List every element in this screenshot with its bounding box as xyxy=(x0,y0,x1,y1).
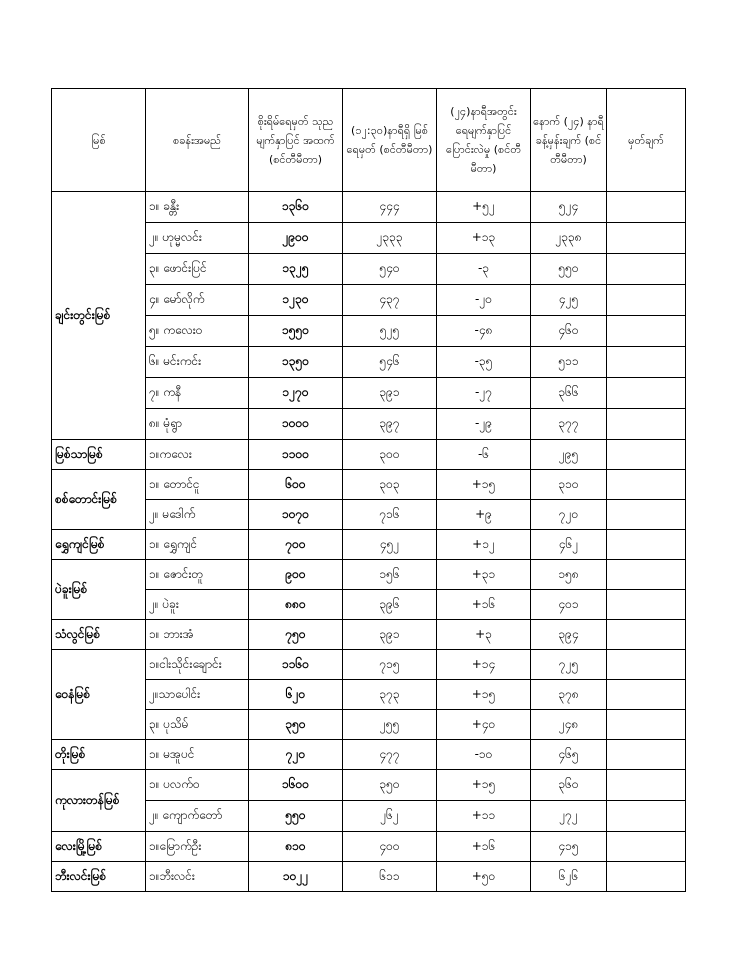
change-cell: +၁၅ xyxy=(437,470,531,500)
station-name-cell: ၁။ကလေး xyxy=(146,440,249,470)
table-row xyxy=(52,316,686,347)
change-cell: +၁၁ xyxy=(437,801,531,832)
remarks-cell xyxy=(607,560,686,590)
change-cell: -၃၅ xyxy=(437,347,531,378)
danger-level-cell: ၆၀၀ xyxy=(249,470,343,500)
table-row xyxy=(52,710,686,740)
change-cell: -၆ xyxy=(437,440,531,470)
remarks-cell xyxy=(607,740,686,770)
forecast-cell: ၅၂၄ xyxy=(531,192,607,223)
current-level-cell: ၄၀၀ xyxy=(343,832,437,862)
station-name-cell: ၁။ဘီးလင်း xyxy=(146,862,249,892)
table-row xyxy=(52,347,686,378)
header-danger-level: စိုးရိမ်ရေမှတ် သုညမျက်နှာပြင် အထက် (စင်တီမီတာ) xyxy=(249,89,343,192)
station-name-cell: ၃။ ပုသိမ် xyxy=(146,710,249,740)
remarks-cell xyxy=(607,680,686,710)
station-name-cell: ၁။ တောင်ငူ xyxy=(146,470,249,500)
danger-level-cell: ၁၁၆၀ xyxy=(249,650,343,680)
danger-level-cell: ၅၅၀ xyxy=(249,801,343,832)
river-name-cell: ဘီးလင်းမြစ် xyxy=(52,862,146,892)
river-name-cell: တိုးမြစ် xyxy=(52,740,146,770)
river-level-table xyxy=(51,88,686,892)
remarks-cell xyxy=(607,285,686,316)
remarks-cell xyxy=(607,500,686,530)
current-level-cell: ၃၉၁ xyxy=(343,378,437,409)
current-level-cell: ၃၉၆ xyxy=(343,590,437,620)
change-cell: -၃ xyxy=(437,254,531,285)
river-name-cell: သံလွင်မြစ် xyxy=(52,620,146,650)
forecast-cell: ၂၄၈ xyxy=(531,710,607,740)
station-name-cell: ၄။ မော်လိုက် xyxy=(146,285,249,316)
river-name-cell: ဝေနံမြစ် xyxy=(52,650,146,740)
danger-level-cell: ၁၂၃၀ xyxy=(249,285,343,316)
station-name-cell: ၃။ ဖောင်းပြင် xyxy=(146,254,249,285)
current-level-cell: ၃၅၀ xyxy=(343,770,437,801)
header-row xyxy=(52,89,686,192)
station-name-cell: ၂။ ပဲခူး xyxy=(146,590,249,620)
table-row xyxy=(52,862,686,892)
change-cell: +၁၃ xyxy=(437,223,531,254)
remarks-cell xyxy=(607,470,686,500)
change-cell: -၂၀ xyxy=(437,285,531,316)
forecast-cell: ၃၉၄ xyxy=(531,620,607,650)
station-name-cell: ၇။ ကနီ xyxy=(146,378,249,409)
forecast-cell: ၃၆၆ xyxy=(531,378,607,409)
table-row xyxy=(52,801,686,832)
danger-level-cell: ၁၀၀၀ xyxy=(249,409,343,440)
change-cell: +၄၀ xyxy=(437,710,531,740)
change-cell: +၉ xyxy=(437,500,531,530)
current-level-cell: ၇၁၆ xyxy=(343,500,437,530)
remarks-cell xyxy=(607,650,686,680)
table-row xyxy=(52,680,686,710)
header-remarks: မှတ်ချက် xyxy=(607,89,686,192)
danger-level-cell: ၆၂၀ xyxy=(249,680,343,710)
forecast-cell: ၄၁၅ xyxy=(531,832,607,862)
header-24h-change: (၂၄)နာရီအတွင်း ရေမျက်နှာပြင် ပြောင်းလဲမှု (စင်တီမီတာ) xyxy=(437,89,531,192)
danger-level-cell: ၇၅၀ xyxy=(249,620,343,650)
current-level-cell: ၁၅၆ xyxy=(343,560,437,590)
table-row xyxy=(52,254,686,285)
table-row xyxy=(52,530,686,560)
forecast-cell: ၄၂၅ xyxy=(531,285,607,316)
remarks-cell xyxy=(607,347,686,378)
table-row xyxy=(52,192,686,223)
change-cell: -၂၇ xyxy=(437,378,531,409)
change-cell: +၁၆ xyxy=(437,832,531,862)
current-level-cell: ၅၄၆ xyxy=(343,347,437,378)
river-name-cell: မြစ်သာမြစ် xyxy=(52,440,146,470)
table-row xyxy=(52,560,686,590)
table-row xyxy=(52,770,686,801)
forecast-cell: ၆၂၆ xyxy=(531,862,607,892)
danger-level-cell: ၈၈၀ xyxy=(249,590,343,620)
current-level-cell: ၅၄၀ xyxy=(343,254,437,285)
current-level-cell: ၂၅၅ xyxy=(343,710,437,740)
current-level-cell: ၃၀၀ xyxy=(343,440,437,470)
table-row xyxy=(52,409,686,440)
remarks-cell xyxy=(607,590,686,620)
remarks-cell xyxy=(607,316,686,347)
danger-level-cell: ၈၁၀ xyxy=(249,832,343,862)
station-name-cell: ၁။ငါးသိုင်းချောင်း xyxy=(146,650,249,680)
current-level-cell: ၄၃၇ xyxy=(343,285,437,316)
danger-level-cell: ၁၃၅၀ xyxy=(249,347,343,378)
danger-level-cell: ၇၀၀ xyxy=(249,530,343,560)
change-cell: +၅၀ xyxy=(437,862,531,892)
remarks-cell xyxy=(607,254,686,285)
forecast-cell: ၅၅၀ xyxy=(531,254,607,285)
forecast-cell: ၃၇၈ xyxy=(531,680,607,710)
station-name-cell: ၅။ ကလေးဝ xyxy=(146,316,249,347)
forecast-cell: ၃၁၀ xyxy=(531,470,607,500)
change-cell: +၁၅ xyxy=(437,770,531,801)
change-cell: -၂၉ xyxy=(437,409,531,440)
table-row xyxy=(52,620,686,650)
table-row xyxy=(52,500,686,530)
forecast-cell: ၇၂၅ xyxy=(531,650,607,680)
danger-level-cell: ၃၅၀ xyxy=(249,710,343,740)
danger-level-cell: ၂၉၀၀ xyxy=(249,223,343,254)
danger-level-cell: ၁၀၇၀ xyxy=(249,500,343,530)
station-name-cell: ၁။ ရွှေကျင် xyxy=(146,530,249,560)
remarks-cell xyxy=(607,862,686,892)
forecast-cell: ၅၁၁ xyxy=(531,347,607,378)
remarks-cell xyxy=(607,801,686,832)
remarks-cell xyxy=(607,530,686,560)
table-row xyxy=(52,650,686,680)
danger-level-cell: ၁၀၂၂ xyxy=(249,862,343,892)
change-cell: +၁၅ xyxy=(437,680,531,710)
current-level-cell: ၄၇၇ xyxy=(343,740,437,770)
table-row xyxy=(52,740,686,770)
table-row xyxy=(52,378,686,409)
change-cell: -၄၈ xyxy=(437,316,531,347)
header-river: မြစ် xyxy=(52,89,146,192)
remarks-cell xyxy=(607,378,686,409)
table-row xyxy=(52,590,686,620)
danger-level-cell: ၁၆၀၀ xyxy=(249,770,343,801)
remarks-cell xyxy=(607,770,686,801)
forecast-cell: ၁၅၈ xyxy=(531,560,607,590)
forecast-cell: ၄၆၀ xyxy=(531,316,607,347)
table-row xyxy=(52,470,686,500)
forecast-cell: ၇၂၀ xyxy=(531,500,607,530)
station-name-cell: ၁။ ပလက်ဝ xyxy=(146,770,249,801)
river-name-cell: ပဲခူးမြစ် xyxy=(52,560,146,620)
change-cell: -၁၀ xyxy=(437,740,531,770)
table-row xyxy=(52,223,686,254)
danger-level-cell: ၁၂၇၀ xyxy=(249,378,343,409)
change-cell: +၁၄ xyxy=(437,650,531,680)
change-cell: +၁၆ xyxy=(437,590,531,620)
station-name-cell: ၁။ ဘားအံ xyxy=(146,620,249,650)
forecast-cell: ၃၆၀ xyxy=(531,770,607,801)
change-cell: +၃ xyxy=(437,620,531,650)
table-row xyxy=(52,440,686,470)
header-forecast: နောက် (၂၄) နာရီ ခန့်မှန်းချက် (စင်တီမီတာ) xyxy=(531,89,607,192)
station-name-cell: ၆။ မင်းကင်း xyxy=(146,347,249,378)
danger-level-cell: ၁၁၀၀ xyxy=(249,440,343,470)
forecast-cell: ၄၆၅ xyxy=(531,740,607,770)
current-level-cell: ၆၁၁ xyxy=(343,862,437,892)
forecast-cell: ၄၀၁ xyxy=(531,590,607,620)
danger-level-cell: ၁၃၆၀ xyxy=(249,192,343,223)
river-name-cell: ကုလားတန်မြစ် xyxy=(52,770,146,832)
header-station: စခန်းအမည် xyxy=(146,89,249,192)
remarks-cell xyxy=(607,832,686,862)
danger-level-cell: ၁၃၂၅ xyxy=(249,254,343,285)
current-level-cell: ၄၅၂ xyxy=(343,530,437,560)
station-name-cell: ၈။ မုံရွာ xyxy=(146,409,249,440)
remarks-cell xyxy=(607,192,686,223)
current-level-cell: ၇၁၅ xyxy=(343,650,437,680)
header-current-level: (၁၂:၃၀)နာရီရှိ မြစ်ရေမှတ် (စင်တီမီတာ) xyxy=(343,89,437,192)
forecast-cell: ၂၉၅ xyxy=(531,440,607,470)
forecast-cell: ၂၇၂ xyxy=(531,801,607,832)
change-cell: +၅၂ xyxy=(437,192,531,223)
station-name-cell: ၂။ ဟုမ္မလင်း xyxy=(146,223,249,254)
current-level-cell: ၃၉၁ xyxy=(343,620,437,650)
river-name-cell: ချင်းတွင်းမြစ် xyxy=(52,192,146,440)
danger-level-cell: ၉၀၀ xyxy=(249,560,343,590)
table-row xyxy=(52,832,686,862)
current-level-cell: ၂၆၂ xyxy=(343,801,437,832)
station-name-cell: ၂။ ကျောက်တော် xyxy=(146,801,249,832)
current-level-cell: ၃၉၇ xyxy=(343,409,437,440)
table-row xyxy=(52,285,686,316)
river-name-cell: ရွှေကျင်မြစ် xyxy=(52,530,146,560)
forecast-cell: ၃၇၇ xyxy=(531,409,607,440)
remarks-cell xyxy=(607,440,686,470)
current-level-cell: ၃၇၃ xyxy=(343,680,437,710)
current-level-cell: ၅၂၅ xyxy=(343,316,437,347)
forecast-cell: ၄၆၂ xyxy=(531,530,607,560)
change-cell: +၃၁ xyxy=(437,560,531,590)
remarks-cell xyxy=(607,223,686,254)
remarks-cell xyxy=(607,409,686,440)
station-name-cell: ၁။ မအူပင် xyxy=(146,740,249,770)
current-level-cell: ၂၃၃၃ xyxy=(343,223,437,254)
station-name-cell: ၁။ ဇောင်းတူ xyxy=(146,560,249,590)
current-level-cell: ၃၀၃ xyxy=(343,470,437,500)
danger-level-cell: ၇၂၀ xyxy=(249,740,343,770)
danger-level-cell: ၁၅၅၀ xyxy=(249,316,343,347)
change-cell: +၁၂ xyxy=(437,530,531,560)
station-name-cell: ၁။ ခန္တီး xyxy=(146,192,249,223)
remarks-cell xyxy=(607,620,686,650)
forecast-cell: ၂၃၃၈ xyxy=(531,223,607,254)
station-name-cell: ၂။သာပေါင်း xyxy=(146,680,249,710)
river-name-cell: စစ်တောင်းမြစ် xyxy=(52,470,146,530)
station-name-cell: ၁။မြောက်ဦး xyxy=(146,832,249,862)
river-name-cell: လေးမြို့မြစ် xyxy=(52,832,146,862)
remarks-cell xyxy=(607,710,686,740)
station-name-cell: ၂။ မဒေါက် xyxy=(146,500,249,530)
current-level-cell: ၄၄၄ xyxy=(343,192,437,223)
